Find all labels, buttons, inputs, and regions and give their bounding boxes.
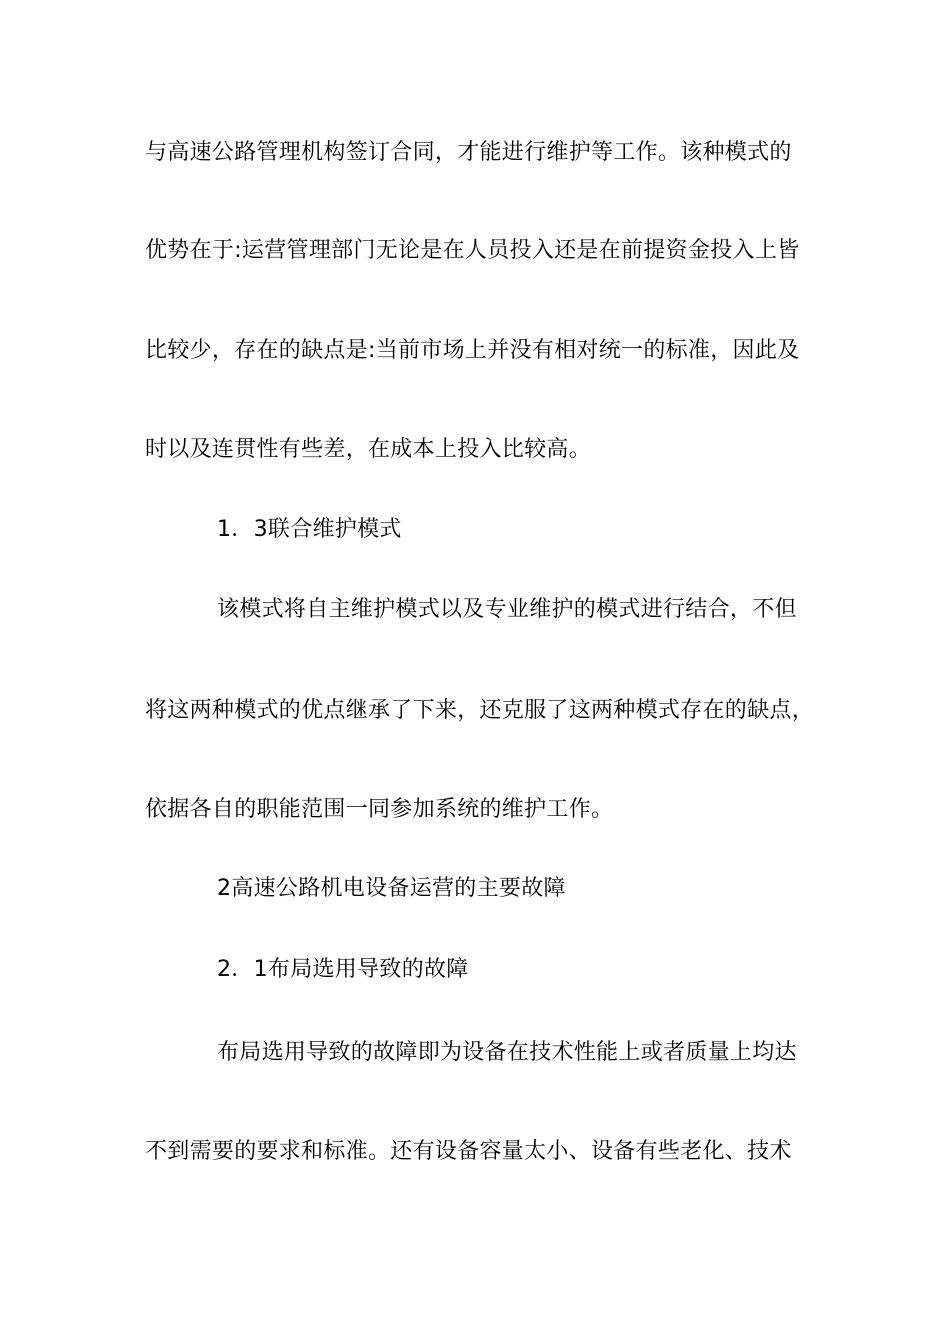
paragraph-line: 比较少，存在的缺点是:当前市场上并没有相对统一的标准，因此及 (145, 338, 800, 363)
paragraph-line: 优势在于:运营管理部门无论是在人员投入还是在前提资金投入上皆 (145, 238, 800, 263)
paragraph-line: 不到需要的要求和标准。还有设备容量太小、设备有些老化、技术 (145, 1139, 792, 1164)
paragraph-line: 该模式将自主维护模式以及专业维护的模式进行结合，不但 (217, 597, 797, 622)
section-heading: 2．1布局选用导致的故障 (217, 957, 469, 982)
paragraph-line: 依据各自的职能范围一同参加系统的维护工作。 (145, 797, 614, 822)
section-heading: 2高速公路机电设备运营的主要故障 (217, 876, 566, 901)
paragraph-line: 将这两种模式的优点继承了下来，还克服了这两种模式存在的缺点， (145, 698, 815, 723)
paragraph-line: 布局选用导致的故障即为设备在技术性能上或者质量上均达 (217, 1040, 797, 1065)
section-heading: 1．3联合维护模式 (217, 517, 402, 542)
paragraph-line: 与高速公路管理机构签订合同，才能进行维护等工作。该种模式的 (145, 140, 792, 165)
paragraph-line: 时以及连贯性有些差，在成本上投入比较高。 (145, 437, 592, 462)
